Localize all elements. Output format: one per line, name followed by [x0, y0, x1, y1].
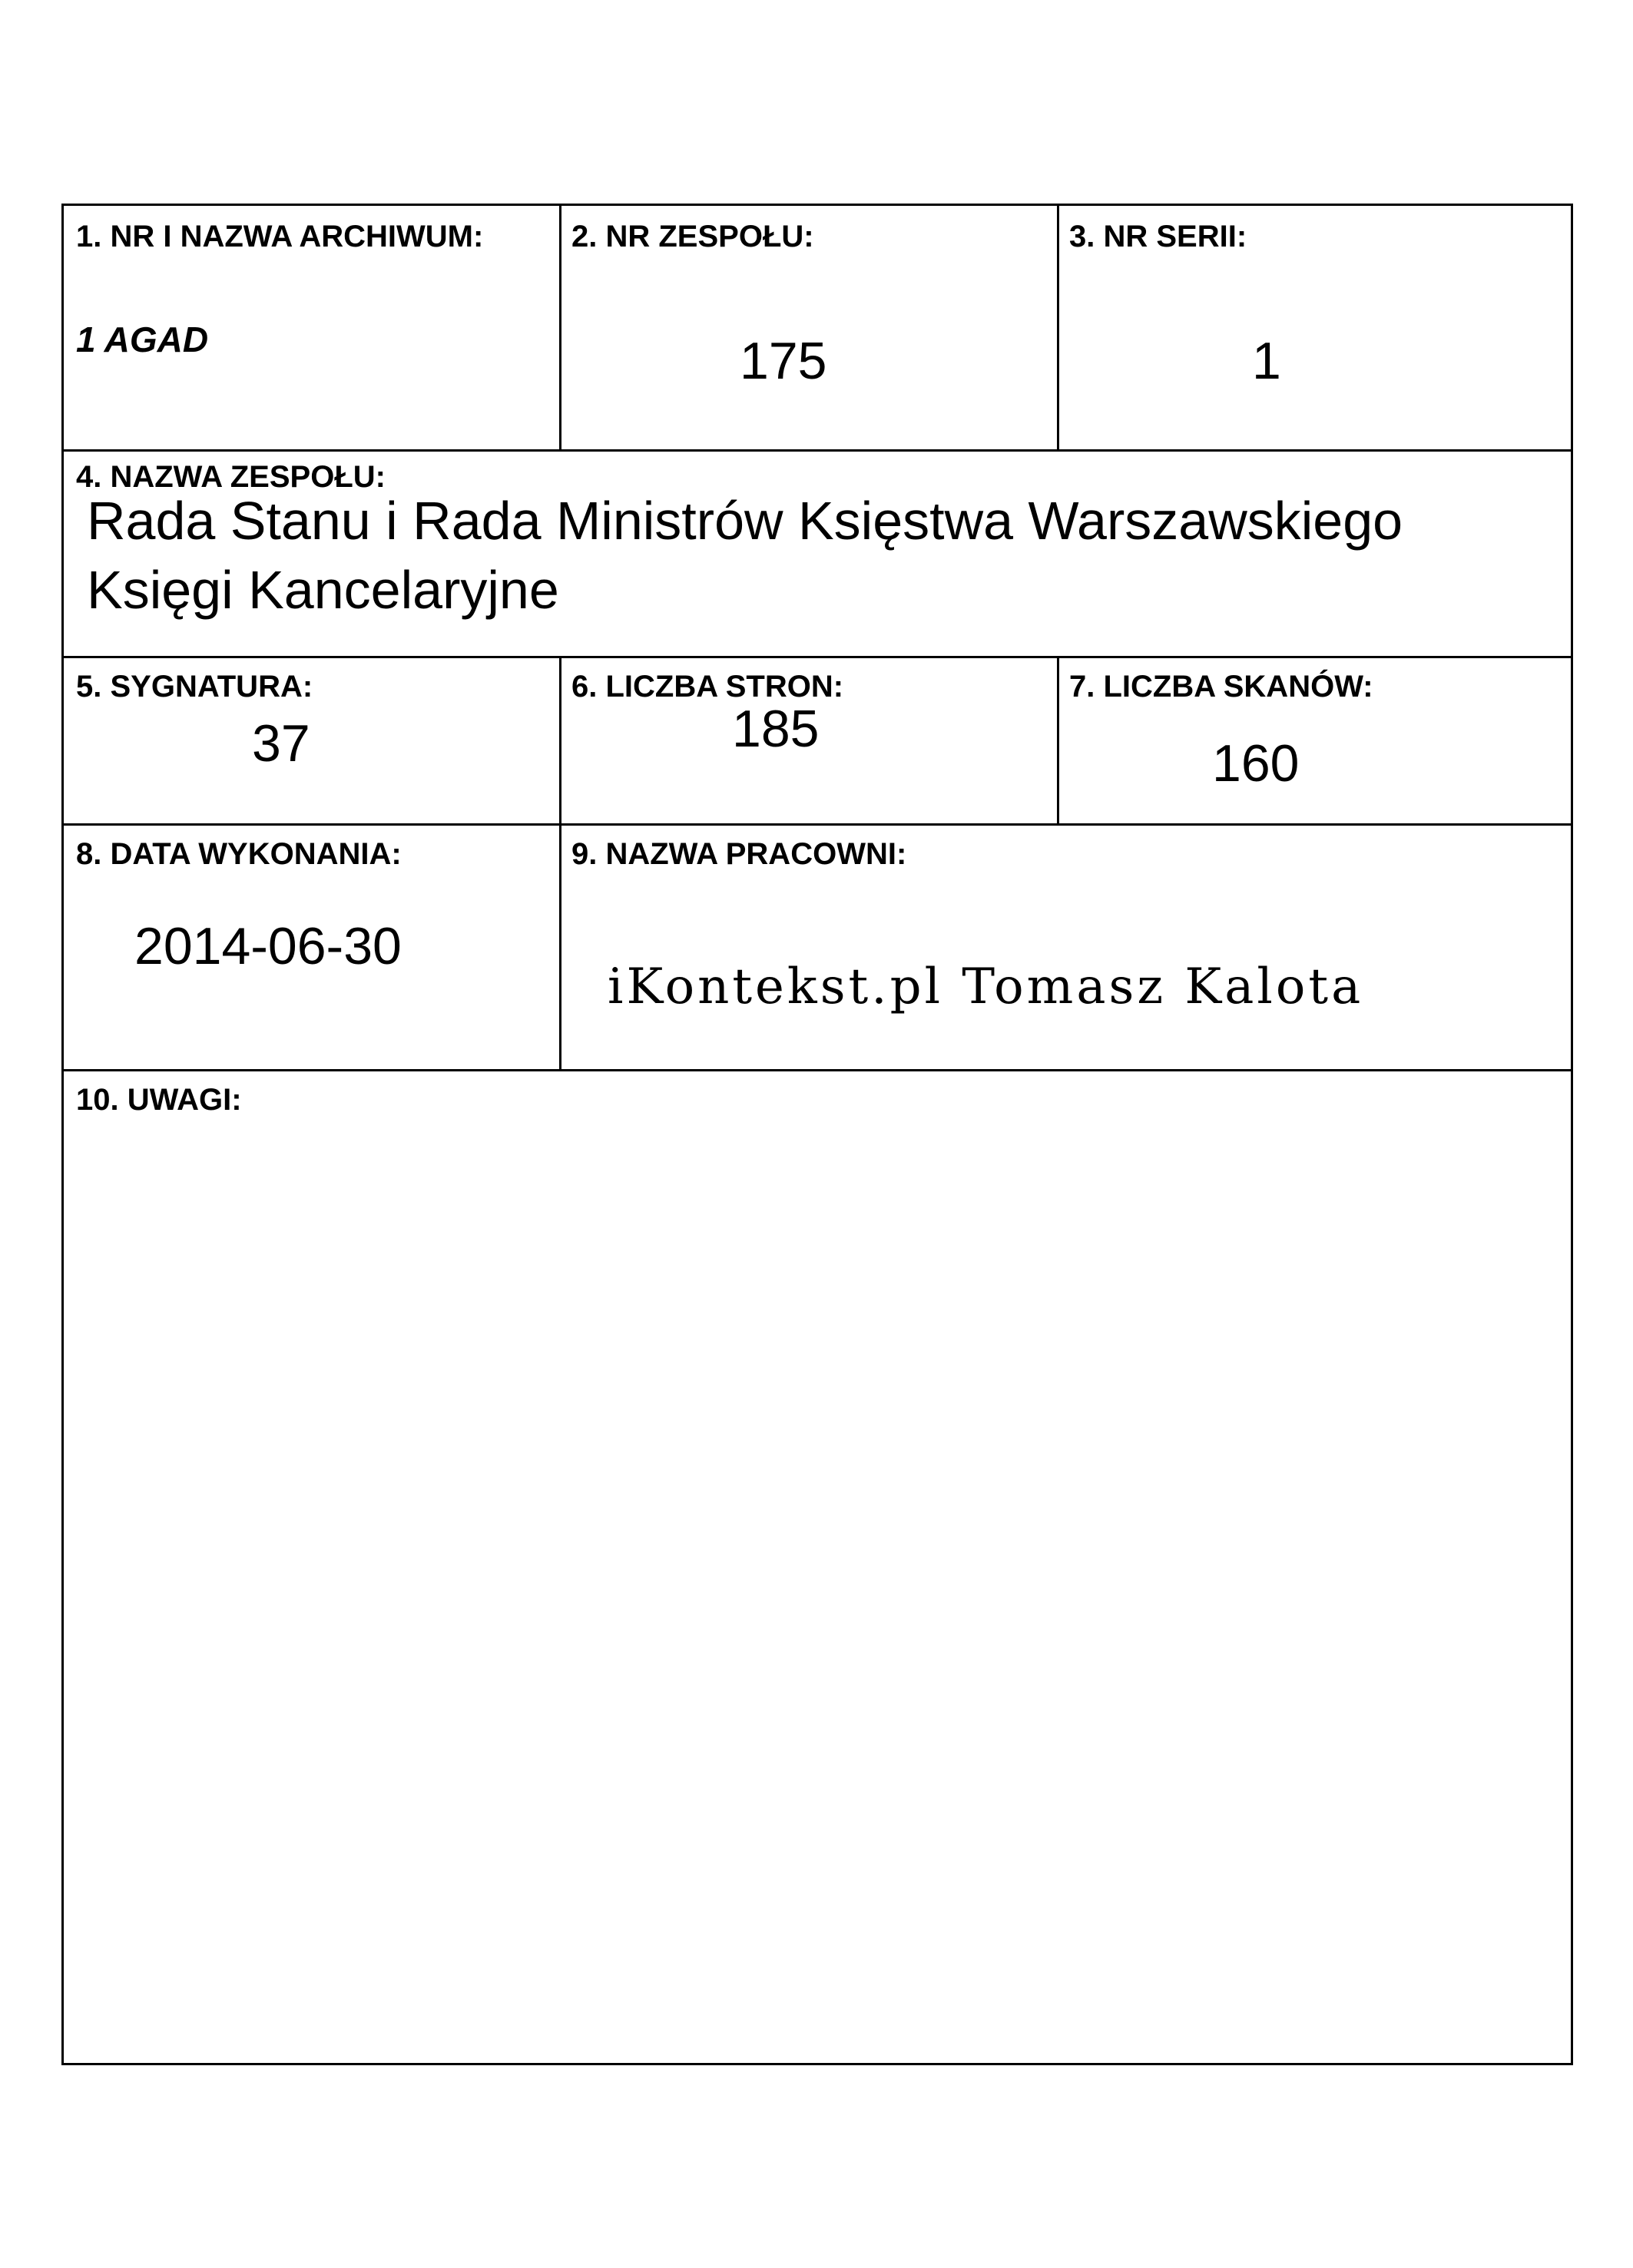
archive-label: 1. NR I NAZWA ARCHIWUM: — [76, 220, 484, 253]
row-divider-2 — [64, 656, 1571, 658]
archive-metadata-form — [61, 204, 1573, 2065]
column-divider-row3-b — [1057, 656, 1059, 823]
signature-label: 5. SYGNATURA: — [76, 670, 313, 704]
archive-value: 1 AGAD — [76, 320, 209, 359]
scan-count-label: 7. LICZBA SKANÓW: — [1069, 670, 1373, 704]
fonds-name-line-1: Rada Stanu i Rada Ministrów Księstwa Warszawskiego — [87, 491, 1403, 551]
page-count-label: 6. LICZBA STRON: — [571, 670, 844, 704]
column-divider-row1-a — [559, 206, 561, 449]
page-count-value: 185 — [732, 700, 820, 758]
fonds-number-value: 175 — [740, 332, 827, 390]
remarks-label: 10. UWAGI: — [76, 1083, 242, 1117]
date-value: 2014-06-30 — [134, 917, 402, 975]
row-divider-4 — [64, 1069, 1571, 1071]
column-divider-row1-b — [1057, 206, 1059, 449]
signature-value: 37 — [252, 714, 310, 773]
series-number-value: 1 — [1252, 332, 1281, 390]
workshop-value: iKontekst.pl Tomasz Kalota — [608, 959, 1364, 1015]
fonds-name-label: 4. NAZWA ZESPOŁU: — [76, 460, 386, 494]
workshop-label: 9. NAZWA PRACOWNI: — [571, 837, 907, 871]
scan-count-value: 160 — [1212, 734, 1300, 793]
column-divider-row4 — [559, 823, 561, 1069]
fonds-name-line-2: Księgi Kancelaryjne — [87, 560, 559, 620]
date-label: 8. DATA WYKONANIA: — [76, 837, 402, 871]
column-divider-row3-a — [559, 656, 561, 823]
row-divider-1 — [64, 449, 1571, 452]
row-divider-3 — [64, 823, 1571, 826]
series-number-label: 3. NR SERII: — [1069, 220, 1247, 253]
fonds-number-label: 2. NR ZESPOŁU: — [571, 220, 814, 253]
